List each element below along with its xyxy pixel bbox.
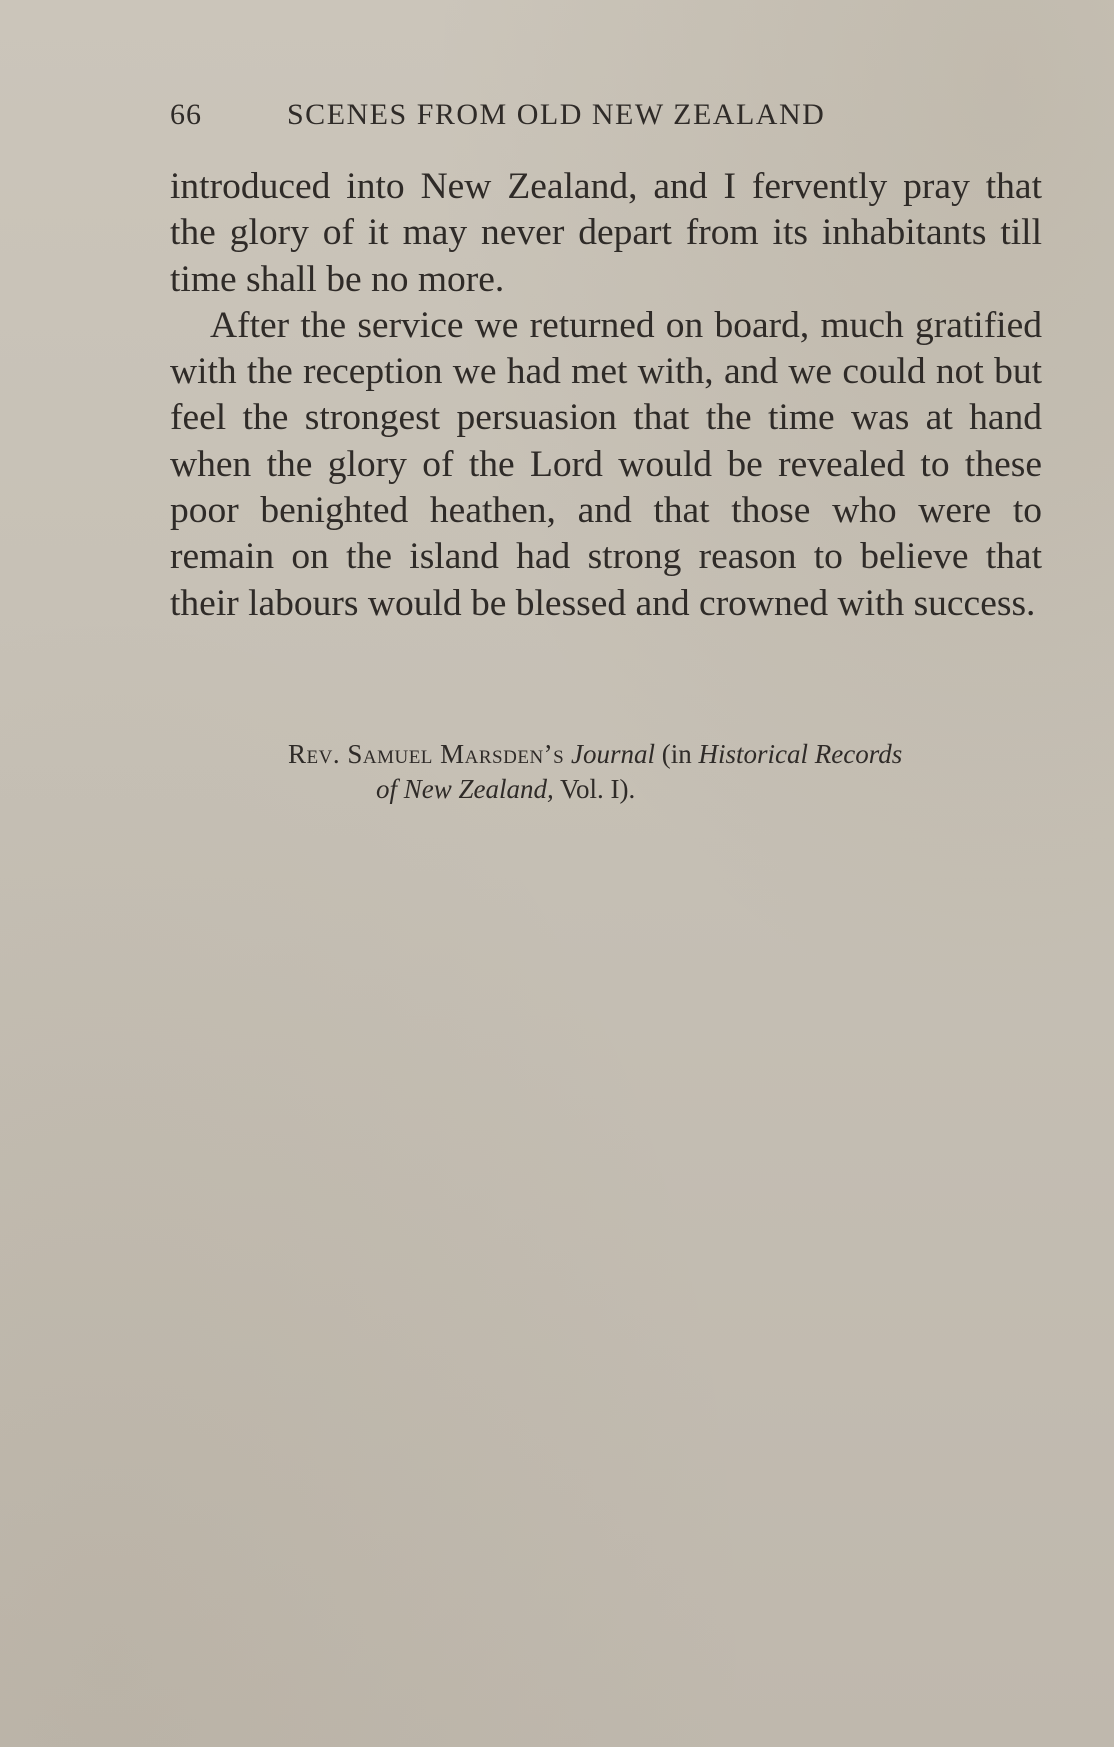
attribution-source: Historical Records [698, 739, 903, 769]
body-text [170, 164, 1042, 627]
page-number: 66 [170, 98, 202, 131]
attribution-open-paren: (in [661, 739, 692, 769]
page-header [170, 98, 1042, 138]
attribution-author: Rev. Samuel Marsden’s [288, 739, 565, 769]
attribution-work-title: Journal [570, 739, 655, 769]
attribution-line [288, 737, 1008, 772]
paragraph: After the service we returned on board, much gratified with the reception we had met with, and we could not but feel the strongest persuasion that the time was at hand when the glory of the Lord would be revealed to these poor benighted heathen, and that those who were to remain on the island had strong reason to believe that their labours would be blessed and crowned with success. [170, 304, 1042, 624]
paragraph: introduced into New Zealand, and I fervently pray that the glory of it may never depart from its inhabitants till time shall be no more. [170, 166, 1042, 300]
attribution-source-cont: of New Zealand, [376, 774, 554, 804]
attribution-volume: Vol. I). [560, 774, 636, 804]
running-title: SCENES FROM OLD NEW ZEALAND [287, 98, 826, 131]
source-attribution [288, 737, 1008, 807]
attribution-line [288, 772, 1008, 807]
